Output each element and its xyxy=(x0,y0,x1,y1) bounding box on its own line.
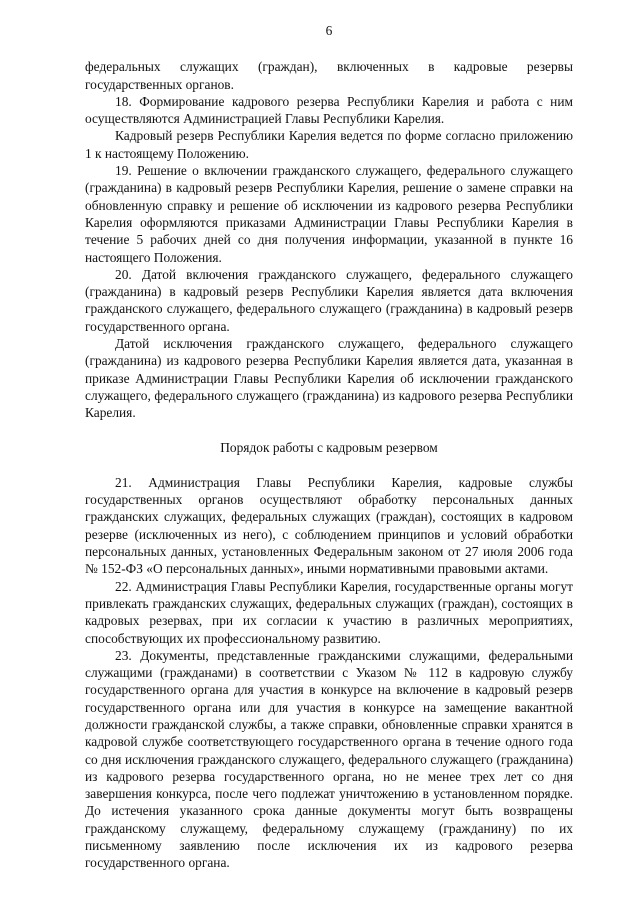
paragraph: 23. Документы, представленные гражданскими служащими, федеральными служащими (гражданами) в соответствии с Указом № 112 в кадровую службу государственного органа для участия в конкурсе на включение в кадровый резерв государственного органа или для участия в конкурсе на замещение вакантной должности гражданской службы, а также справки, обновленные справки хранятся в кадровой службе соответствующего государственного органа в течение одного года со дня исключения гражданского служащего, федерального служащего (гражданина) из кадрового резерва государственного органа, но не менее трех лет со дня завершения конкурса, после чего подлежат уничтожению в установленном порядке. До истечения указанного срока данные документы могут быть возвращены гражданскому служащему, федеральному служащему (гражданину) по их письменному заявлению после исключения их из кадрового резерва государственного органа. xyxy=(85,647,573,871)
paragraphs-after-heading xyxy=(85,474,573,872)
paragraph: Кадровый резерв Республики Карелия ведется по форме согласно приложению 1 к настоящему Положению. xyxy=(85,128,573,161)
paragraph: 22. Администрация Главы Республики Карелия, государственные органы могут привлекать гражданских служащих, федеральных служащих (граждан), состоящих в кадровых резервах, при их согласии к участию в различных мероприятиях, способствующих их профессиональному развитию. xyxy=(85,578,573,646)
paragraph: 18. Формирование кадрового резерва Республики Карелия и работа с ним осуществляются Администрацией Главы Республики Карелия. xyxy=(85,93,573,127)
paragraph: 19. Решение о включении гражданского служащего, федерального служащего (гражданина) в кадровый резерв Республики Карелия, решение о замене справки на обновленную справку и решение об исключении из кадрового резерва Республики Карелия оформляются приказами Администрации Главы Республики Карелия в течение 5 рабочих дней со дня получения информации, указанной в пункте 16 настоящего Положения. xyxy=(85,163,573,265)
section-heading: Порядок работы с кадровым резервом xyxy=(220,439,438,455)
document-page xyxy=(85,22,573,872)
paragraph: 21. Администрация Главы Республики Карелия, кадровые службы государственных органов осуществляют обработку персональных данных гражданских служащих, федеральных служащих (граждан), состоящих в кадровом резерве (исключенных из него), с соблюдением принципов и условий обработки персональных данных, установленных Федеральным законом от 27 июля 2006 года № 152-ФЗ «О персональных данных», иными нормативными правовыми актами. xyxy=(85,474,573,577)
paragraphs-before-heading xyxy=(85,58,573,421)
paragraph: 20. Датой включения гражданского служащего, федерального служащего (гражданина) в кадровый резерв Республики Карелия является дата включения гражданского служащего, федерального служащего (гражданина) в кадровый резерв государственного органа. xyxy=(85,266,573,334)
paragraph: Датой исключения гражданского служащего, федерального служащего (гражданина) из кадрового резерва Республики Карелия является дата, указанная в приказе Администрации Главы Республики Карелия об исключении гражданского служащего, федерального служащего (гражданина) из кадрового резерва Республики Карелия. xyxy=(85,336,573,421)
page-number: 6 xyxy=(325,23,333,38)
paragraph: федеральных служащих (граждан), включенных в кадровые резервы государственных органов. xyxy=(85,59,573,92)
